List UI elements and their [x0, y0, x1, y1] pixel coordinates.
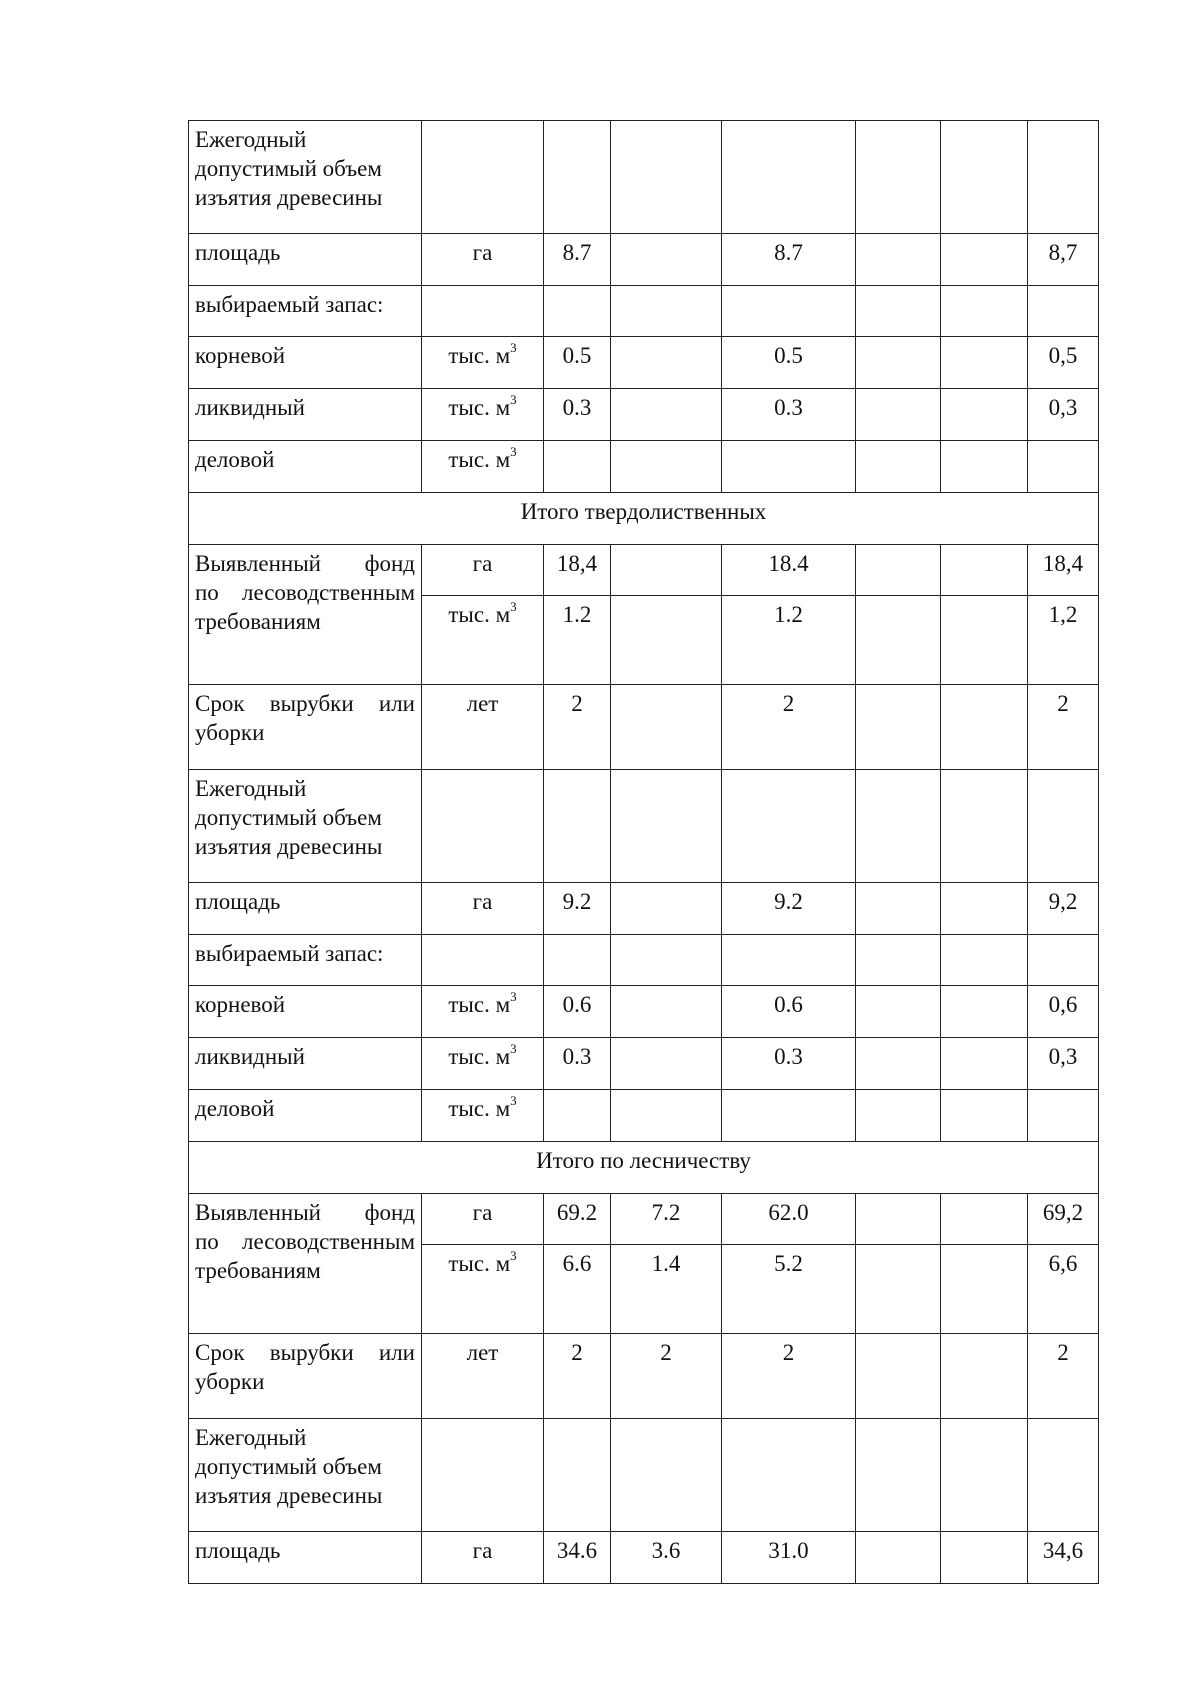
value-cell: 34,6 [1028, 1532, 1099, 1584]
cutting-period-label: Срок вырубки или уборки [189, 685, 422, 770]
table-row [189, 1090, 1099, 1142]
value-cell: 9.2 [722, 883, 856, 935]
value-cell [856, 1038, 941, 1090]
unit-cell: га [422, 545, 544, 596]
value-cell: 1.4 [611, 1245, 722, 1334]
value-cell [941, 1245, 1028, 1334]
found-fund-label: Выявленный фонд по лесоводственным требованиям [189, 1194, 422, 1334]
value-cell: 0,3 [1028, 1038, 1099, 1090]
root-label: корневой [189, 986, 422, 1038]
annual-volume-label: Ежегодный допустимый объем изъятия древесины [189, 121, 422, 234]
value-cell: 2 [722, 685, 856, 770]
table-row [189, 389, 1099, 441]
value-cell [941, 337, 1028, 389]
value-cell: 2 [1028, 685, 1099, 770]
value-cell [941, 389, 1028, 441]
value-cell: 2 [722, 1334, 856, 1419]
value-cell: 0.3 [722, 389, 856, 441]
table-row [189, 1419, 1099, 1532]
value-cell [941, 986, 1028, 1038]
value-cell: 2 [611, 1334, 722, 1419]
value-cell: 6,6 [1028, 1245, 1099, 1334]
annual-volume-label: Ежегодный допустимый объем изъятия древесины [189, 770, 422, 883]
table-row [189, 883, 1099, 935]
section-row [189, 493, 1099, 545]
value-cell [941, 545, 1028, 596]
table-row [189, 234, 1099, 286]
unit-cell: лет [422, 1334, 544, 1419]
value-cell: 18,4 [1028, 545, 1099, 596]
area-label: площадь [189, 1532, 422, 1584]
cutting-period-label: Срок вырубки или уборки [189, 1334, 422, 1419]
stock-selected-label: выбираемый запас: [189, 286, 422, 337]
value-cell [611, 234, 722, 286]
table-row [189, 337, 1099, 389]
root-label: корневой [189, 337, 422, 389]
value-cell: 0.6 [722, 986, 856, 1038]
value-cell: 8.7 [544, 234, 611, 286]
unit-cell: лет [422, 685, 544, 770]
value-cell [856, 1334, 941, 1419]
table-row [189, 121, 1099, 234]
value-cell: 0.5 [722, 337, 856, 389]
value-cell [856, 234, 941, 286]
value-cell [941, 596, 1028, 685]
value-cell: 7.2 [611, 1194, 722, 1245]
forest-fund-table [188, 120, 1099, 1584]
value-cell: 1.2 [544, 596, 611, 685]
section-title-hardwood: Итого твердолиственных [189, 493, 1099, 545]
value-cell [611, 883, 722, 935]
value-cell [856, 337, 941, 389]
value-cell: 2 [1028, 1334, 1099, 1419]
table-row [189, 1038, 1099, 1090]
value-cell: 9.2 [544, 883, 611, 935]
stock-selected-label: выбираемый запас: [189, 935, 422, 986]
value-cell: 69,2 [1028, 1194, 1099, 1245]
annual-volume-label: Ежегодный допустимый объем изъятия древесины [189, 1419, 422, 1532]
value-cell: 34.6 [544, 1532, 611, 1584]
unit-cell: га [422, 1532, 544, 1584]
value-cell: 31.0 [722, 1532, 856, 1584]
value-cell: 6.6 [544, 1245, 611, 1334]
unit-cell: тыс. $м^3$ [422, 389, 544, 441]
table-row [189, 1334, 1099, 1419]
value-cell [611, 986, 722, 1038]
table-row [189, 986, 1099, 1038]
value-cell: 1.2 [722, 596, 856, 685]
unit-cell: га [422, 883, 544, 935]
unit-cell: тыс. $м^3$ [422, 337, 544, 389]
unit-cell: га [422, 234, 544, 286]
value-cell: 3.6 [611, 1532, 722, 1584]
table-row [189, 1194, 1099, 1245]
found-fund-label: Выявленный фонд по лесоводственным требованиям [189, 545, 422, 685]
value-cell: 62.0 [722, 1194, 856, 1245]
unit-cell: тыс. $м^3$ [422, 986, 544, 1038]
value-cell: 0.5 [544, 337, 611, 389]
value-cell [856, 986, 941, 1038]
unit-cell: тыс. $м^3$ [422, 1245, 544, 1334]
table-row [189, 1532, 1099, 1584]
value-cell: 18,4 [544, 545, 611, 596]
unit-cell: тыс. $м^3$ [422, 1038, 544, 1090]
value-cell: 9,2 [1028, 883, 1099, 935]
value-cell: 69.2 [544, 1194, 611, 1245]
value-cell [941, 1334, 1028, 1419]
value-cell: 0.6 [544, 986, 611, 1038]
table-row [189, 545, 1099, 596]
value-cell [941, 1194, 1028, 1245]
value-cell [856, 883, 941, 935]
value-cell [611, 685, 722, 770]
value-cell [941, 685, 1028, 770]
liquid-label: ликвидный [189, 389, 422, 441]
table-row [189, 770, 1099, 883]
value-cell: 1,2 [1028, 596, 1099, 685]
table-row [189, 685, 1099, 770]
value-cell: 18.4 [722, 545, 856, 596]
value-cell [611, 389, 722, 441]
business-label: деловой [189, 1090, 422, 1142]
value-cell [856, 596, 941, 685]
table-row [189, 286, 1099, 337]
area-label: площадь [189, 883, 422, 935]
value-cell [856, 1245, 941, 1334]
section-row [189, 1142, 1099, 1194]
value-cell [941, 883, 1028, 935]
table-row [189, 441, 1099, 493]
value-cell: 8,7 [1028, 234, 1099, 286]
value-cell: 0.3 [544, 389, 611, 441]
value-cell: 0,3 [1028, 389, 1099, 441]
unit-cell: тыс. $м^3$ [422, 441, 544, 493]
value-cell: 2 [544, 1334, 611, 1419]
section-title-forestry: Итого по лесничеству [189, 1142, 1099, 1194]
value-cell [941, 1532, 1028, 1584]
value-cell: 5.2 [722, 1245, 856, 1334]
unit-cell: тыс. $м^3$ [422, 1090, 544, 1142]
business-label: деловой [189, 441, 422, 493]
value-cell: 0,5 [1028, 337, 1099, 389]
value-cell [856, 389, 941, 441]
value-cell: 0,6 [1028, 986, 1099, 1038]
value-cell: 8.7 [722, 234, 856, 286]
value-cell [856, 685, 941, 770]
value-cell [856, 1194, 941, 1245]
liquid-label: ликвидный [189, 1038, 422, 1090]
value-cell [611, 596, 722, 685]
value-cell [611, 545, 722, 596]
value-cell: 0.3 [544, 1038, 611, 1090]
value-cell [941, 1038, 1028, 1090]
value-cell [611, 1038, 722, 1090]
value-cell [856, 545, 941, 596]
value-cell: 2 [544, 685, 611, 770]
unit-cell: га [422, 1194, 544, 1245]
value-cell [611, 337, 722, 389]
value-cell [941, 234, 1028, 286]
table-row [189, 935, 1099, 986]
unit-cell: тыс. $м^3$ [422, 596, 544, 685]
value-cell [856, 1532, 941, 1584]
area-label: площадь [189, 234, 422, 286]
value-cell: 0.3 [722, 1038, 856, 1090]
